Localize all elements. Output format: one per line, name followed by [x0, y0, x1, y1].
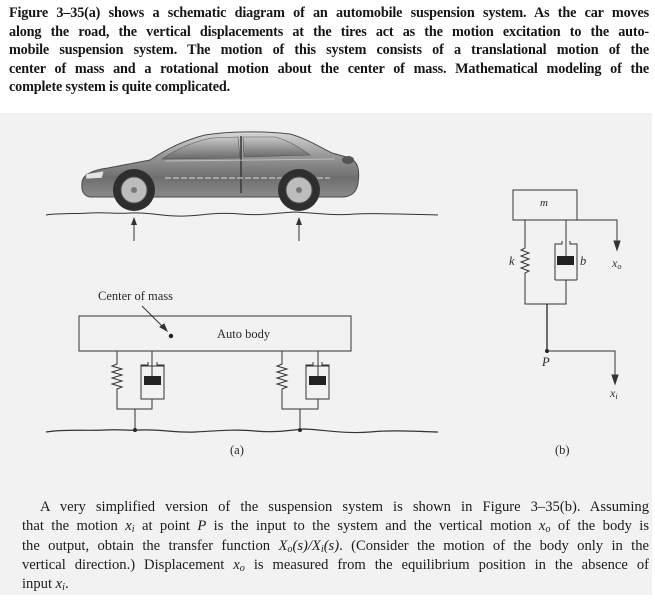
problem-line: A very simplified version of the suspension system is shown in Figure 3–35(b). Assuming	[40, 499, 649, 515]
center-of-mass-dot	[169, 334, 173, 338]
intro-line: complete system is quite complicated.	[9, 79, 231, 96]
transfer-function: (s)/X	[292, 537, 321, 554]
point-label-p: P	[542, 355, 550, 369]
text: at point	[134, 518, 198, 535]
text: vertical direction.) Displacement	[22, 556, 234, 573]
text: .	[64, 576, 69, 593]
caption-b: (b)	[555, 443, 570, 457]
problem-line	[22, 575, 649, 594]
intro-line: center of mass and a rotational motion about the center of mass. Mathematical modeling of the	[9, 60, 649, 77]
rear-wheel	[278, 169, 320, 211]
var-x: x	[538, 518, 546, 535]
var-p: P	[197, 518, 207, 535]
text: of the body is	[550, 518, 649, 535]
center-of-mass-label: Center of mass	[98, 289, 173, 303]
sub-o: o	[287, 543, 293, 555]
auto-body-box	[79, 316, 351, 351]
var-x: x	[55, 576, 63, 593]
intro-line: along the road, the vertical displacements at the tires act as the motion excitation to the auto-	[9, 23, 649, 40]
problem-line	[22, 556, 649, 575]
input-var: x	[610, 386, 616, 400]
sub-i: i	[320, 543, 324, 555]
damper	[555, 220, 577, 280]
problem-line	[22, 537, 649, 556]
input-label-xi	[610, 386, 618, 401]
text: . (Consider the motion of the body only in the	[339, 537, 649, 554]
spring-label-k: k	[509, 254, 515, 268]
text: is the input to the system and the vertical motion	[206, 518, 539, 535]
text: that the motion	[22, 518, 126, 535]
output-sub: o	[617, 262, 622, 271]
problem-statement	[22, 498, 649, 594]
var-x: x	[233, 556, 240, 573]
text: input	[22, 576, 56, 593]
problem-line	[22, 517, 649, 536]
intro-line: mobile suspension system. The motion of this system consists of a translational motion of the	[9, 42, 649, 59]
panel-a-schematic	[46, 306, 438, 433]
transfer-function: X	[278, 537, 288, 554]
front-wheel	[113, 169, 155, 211]
sub-i: i	[62, 582, 65, 594]
sub-o: o	[545, 524, 551, 536]
transfer-function: (s)	[323, 537, 340, 554]
panel-b-schematic	[513, 190, 620, 384]
caption-a: (a)	[230, 443, 244, 457]
intro-line: Figure 3–35(a) shows a schematic diagram of an automobile suspension system. As the car moves	[9, 5, 649, 21]
text: is measured from the equilibrium position in the absence of	[244, 556, 649, 573]
right-suspension	[277, 351, 329, 432]
sub-o: o	[239, 562, 245, 574]
damper-label-b: b	[580, 254, 587, 268]
sub-i: i	[131, 524, 135, 536]
auto-body-label: Auto body	[217, 327, 271, 341]
output-var: x	[612, 256, 618, 270]
var-x: x	[125, 518, 132, 535]
road-line-top	[46, 212, 438, 216]
output-label-xo	[612, 256, 622, 271]
road-line-bottom	[46, 429, 438, 433]
left-suspension	[112, 351, 164, 432]
input-sub: i	[615, 392, 618, 401]
car-illustration	[82, 132, 359, 211]
text: the output, obtain the transfer function	[22, 537, 279, 554]
mass-label: m	[540, 197, 548, 209]
